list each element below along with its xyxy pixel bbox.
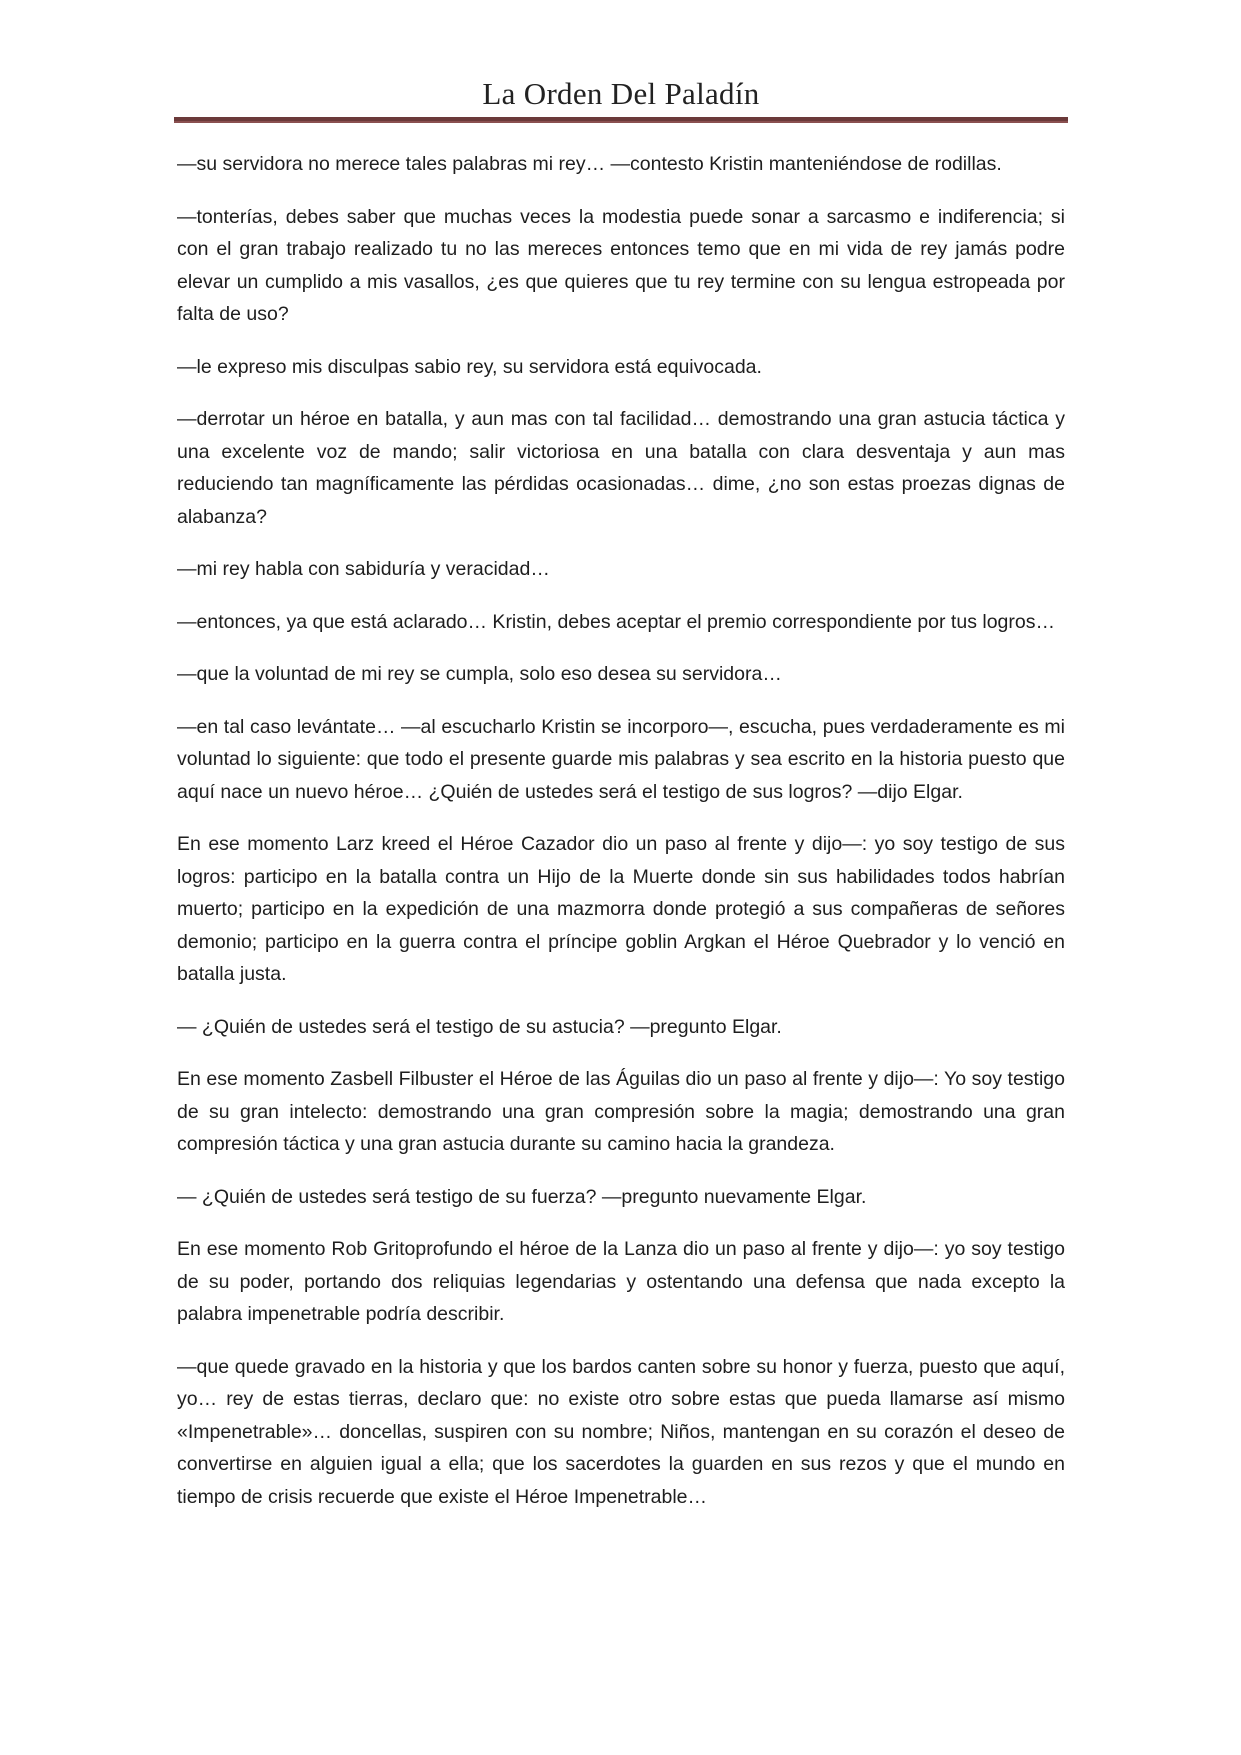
- paragraph: —tonterías, debes saber que muchas veces la modestia puede sonar a sarcasmo e indiferencia; si con el gran trabajo realizado tu no las mereces entonces temo que en mi vida de rey jamás podre elevar un cumplido a mis vasallos, ¿es que quieres que tu rey termine con su lengua estropeada por falta de uso?: [177, 205, 1065, 325]
- paragraph: —mi rey habla con sabiduría y veracidad…: [177, 558, 550, 580]
- paragraph: —que quede gravado en la historia y que los bardos canten sobre su honor y fuerza, puesto que aquí, yo… rey de estas tierras, declaro que: no existe otro sobre estas que pueda llamarse así mismo «Impenetrable»… doncellas, suspiren con su nombre; Niños, mantengan en su corazón el deseo de convertirse en alguien igual a ella; que los sacerdotes la guarden en sus rezos y que el mundo en tiempo de crisis recuerde que existe el Héroe Impenetrable…: [177, 1355, 1065, 1508]
- paragraph: — ¿Quién de ustedes será testigo de su fuerza? —pregunto nuevamente Elgar.: [177, 1185, 867, 1208]
- page-title: La Orden Del Paladín: [482, 76, 760, 111]
- paragraph: En ese momento Zasbell Filbuster el Héroe de las Águilas dio un paso al frente y dijo—: Yo soy testigo de su gran intelecto: demostrando una gran compresión sobre la magia; demostrando una gran compresión táctica y una gran astucia durante su camino hacia la grandeza.: [177, 1068, 1065, 1155]
- header-divider: [174, 117, 1068, 123]
- paragraph: —que la voluntad de mi rey se cumpla, solo eso desea su servidora…: [177, 663, 782, 685]
- paragraph: — ¿Quién de ustedes será el testigo de su astucia? —pregunto Elgar.: [177, 1015, 782, 1038]
- page-body: [177, 148, 1065, 1533]
- paragraph: —le expreso mis disculpas sabio rey, su servidora está equivocada.: [177, 355, 762, 378]
- paragraph: —derrotar un héroe en batalla, y aun mas con tal facilidad… demostrando una gran astucia táctica y una excelente voz de mando; salir victoriosa en una batalla con clara desventaja y aun mas reduciendo tan magníficamente las pérdidas ocasionadas… dime, ¿no son estas proezas dignas de alabanza?: [177, 408, 1065, 528]
- page-header: [174, 74, 1068, 114]
- paragraph: En ese momento Larz kreed el Héroe Cazador dio un paso al frente y dijo—: yo soy testigo de sus logros: participo en la batalla contra un Hijo de la Muerte donde sin sus habilidades todos habrían muerto; participo en la expedición de una mazmorra donde protegió a sus compañeras de señores demonio; participo en la guerra contra el príncipe goblin Argkan el Héroe Quebrador y lo venció en batalla justa.: [177, 833, 1065, 985]
- paragraph: —en tal caso levántate… —al escucharlo Kristin se incorporo—, escucha, pues verdaderamente es mi voluntad lo siguiente: que todo el presente guarde mis palabras y sea escrito en la historia puesto que aquí nace un nuevo héroe… ¿Quién de ustedes será el testigo de sus logros? —dijo Elgar.: [177, 715, 1065, 803]
- paragraph: —su servidora no merece tales palabras mi rey… —contesto Kristin manteniéndose de rodillas.: [177, 153, 1002, 175]
- paragraph: —entonces, ya que está aclarado… Kristin, debes aceptar el premio correspondiente por tus logros…: [177, 610, 1055, 633]
- paragraph: En ese momento Rob Gritoprofundo el héroe de la Lanza dio un paso al frente y dijo—: yo soy testigo de su poder, portando dos reliquias legendarias y ostentando una defensa que nada excepto la palabra impenetrable podría describir.: [177, 1238, 1065, 1325]
